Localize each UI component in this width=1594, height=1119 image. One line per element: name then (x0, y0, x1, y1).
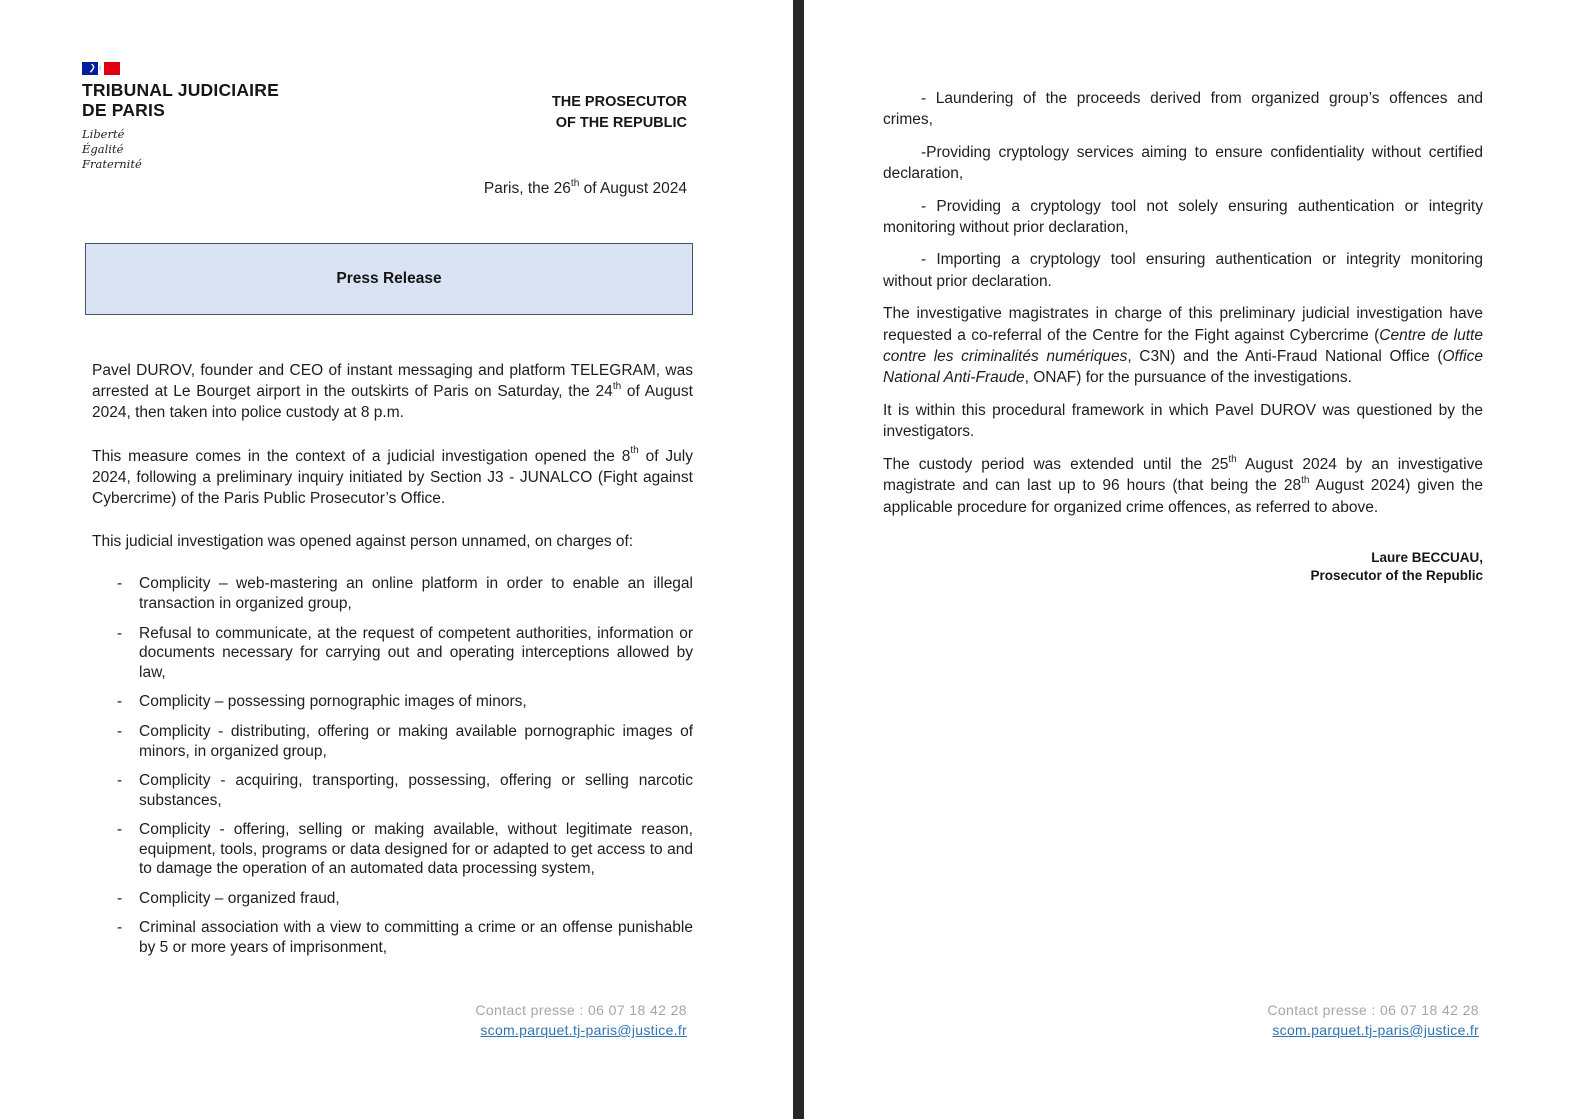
charge-text: Refusal to communicate, at the request of competent authorities, information or documents necessary for carrying out and operating interceptions allowed by law, (139, 624, 693, 682)
paragraph-magistrates: The investigative magistrates in charge of this preliminary judicial investigation have requested a co-referral of the Centre for the Fight against Cybercrime (Centre de lutte contre les criminalités numériques, C3N) and the Anti-Fraud National Office (Office National Anti-Fraude, ONAF) for the pursuance of the investigations. (883, 305, 1483, 387)
org-name (82, 80, 279, 120)
charge-item (92, 889, 693, 909)
page-1 (0, 0, 793, 1119)
charge-paragraph-cryptology-tool-providing: - Providing a cryptology tool not solely ensuring authentication or integrity monitoring without prior declaration, (883, 197, 1483, 237)
list-dash-marker: - (117, 693, 123, 711)
charge-item (92, 771, 693, 811)
motto-line: Liberté (82, 127, 125, 141)
press-contact (475, 1002, 687, 1038)
press-release-title: Press Release (336, 270, 442, 287)
page-2-body (883, 88, 1483, 585)
page-2 (804, 0, 1594, 1119)
dateline: Paris, the 26th of August 2024 (483, 177, 687, 197)
charge-paragraph-laundering: - Laundering of the proceeds derived from organized group’s offences and crimes, (883, 90, 1483, 129)
org-name-line2: DE PARIS (82, 100, 165, 120)
list-dash-marker: - (117, 919, 123, 937)
page-1-body (92, 360, 693, 967)
list-dash-marker: - (117, 771, 123, 789)
french-flag-icon (82, 62, 120, 75)
paragraph-investigation: This measure comes in the context of a judicial investigation opened the 8th of July 2024, following a preliminary inquiry initiated by Section J3 - JUNALCO (Fight against Cybercrime) of the Paris Public Prosecutor’s Office. (92, 445, 693, 508)
list-dash-marker: - (117, 820, 123, 838)
contact-phone: Contact presse : 06 07 18 42 28 (475, 1002, 687, 1018)
motto-line: Fraternité (82, 157, 142, 171)
paragraph-arrest: Pavel DUROV, founder and CEO of instant messaging and platform TELEGRAM, was arrested at Le Bourget airport in the outskirts of Paris on Saturday, the 24th of August 2024, then taken into police custody at 8 p.m. (92, 362, 693, 422)
contact-phone: Contact presse : 06 07 18 42 28 (1267, 1002, 1479, 1018)
list-dash-marker: - (117, 889, 123, 907)
org-name-line1: TRIBUNAL JUDICIAIRE (82, 80, 279, 100)
charges-list (92, 574, 693, 957)
charges-intro: This judicial investigation was opened against person unnamed, on charges of: (92, 533, 634, 551)
motto-line: Égalité (82, 142, 124, 156)
signature-block (883, 549, 1483, 585)
charge-text: Complicity - acquiring, transporting, possessing, offering or selling narcotic substances, (139, 771, 693, 809)
list-dash-marker: - (117, 575, 123, 593)
signature-name: Laure BECCUAU, (1371, 549, 1483, 565)
list-dash-marker: - (117, 722, 123, 740)
charge-text: Complicity – web-mastering an online platform in order to enable an illegal transaction in organized group, (139, 575, 693, 613)
motto (82, 127, 279, 172)
letterhead-office (552, 92, 687, 134)
press-contact (1267, 1002, 1479, 1038)
charge-item (92, 820, 693, 879)
charge-text: Complicity - distributing, offering or making available pornographic images of minors, in organized group, (139, 722, 693, 760)
contact-email-link[interactable]: scom.parquet.tj-paris@justice.fr (480, 1022, 687, 1038)
press-release-banner (85, 243, 693, 315)
list-dash-marker: - (117, 624, 123, 642)
charge-text: Criminal association with a view to committing a crime or an offense punishable by 5 or more years of imprisonment, (139, 919, 693, 956)
office-line: THE PROSECUTOR (551, 94, 687, 110)
charge-paragraph-cryptology-tool-importing: - Importing a cryptology tool ensuring authentication or integrity monitoring without prior declaration. (883, 251, 1483, 290)
paragraph-framework: It is within this procedural framework in which Pavel DUROV was questioned by the investigators. (883, 401, 1483, 441)
brand-block (82, 62, 279, 172)
charge-item (92, 624, 693, 683)
charge-text: Complicity - offering, selling or making available, without legitimate reason, equipment, tools, programs or data designed for or adapted to get access to and to damage the operation of an automated data processing system, (139, 820, 693, 878)
office-line: OF THE REPUBLIC (555, 115, 687, 131)
contact-email-link[interactable]: scom.parquet.tj-paris@justice.fr (1272, 1022, 1479, 1038)
charge-item (92, 574, 693, 614)
charge-paragraph-cryptology-services: -Providing cryptology services aiming to ensure confidentiality without certified declaration, (883, 143, 1483, 183)
charge-text: Complicity – organized fraud, (139, 889, 340, 907)
charge-text: Complicity – possessing pornographic images of minors, (139, 693, 527, 711)
paragraph-custody: The custody period was extended until the 25th August 2024 by an investigative magistrate and can last up to 96 hours (that being the 28th August 2024) given the applicable procedure for organized crime offences, as referred to above. (883, 453, 1483, 516)
charge-item (92, 722, 693, 762)
page-divider (793, 0, 804, 1119)
signature-title: Prosecutor of the Republic (1310, 567, 1483, 583)
charge-item (92, 918, 693, 958)
charge-item (92, 692, 693, 712)
